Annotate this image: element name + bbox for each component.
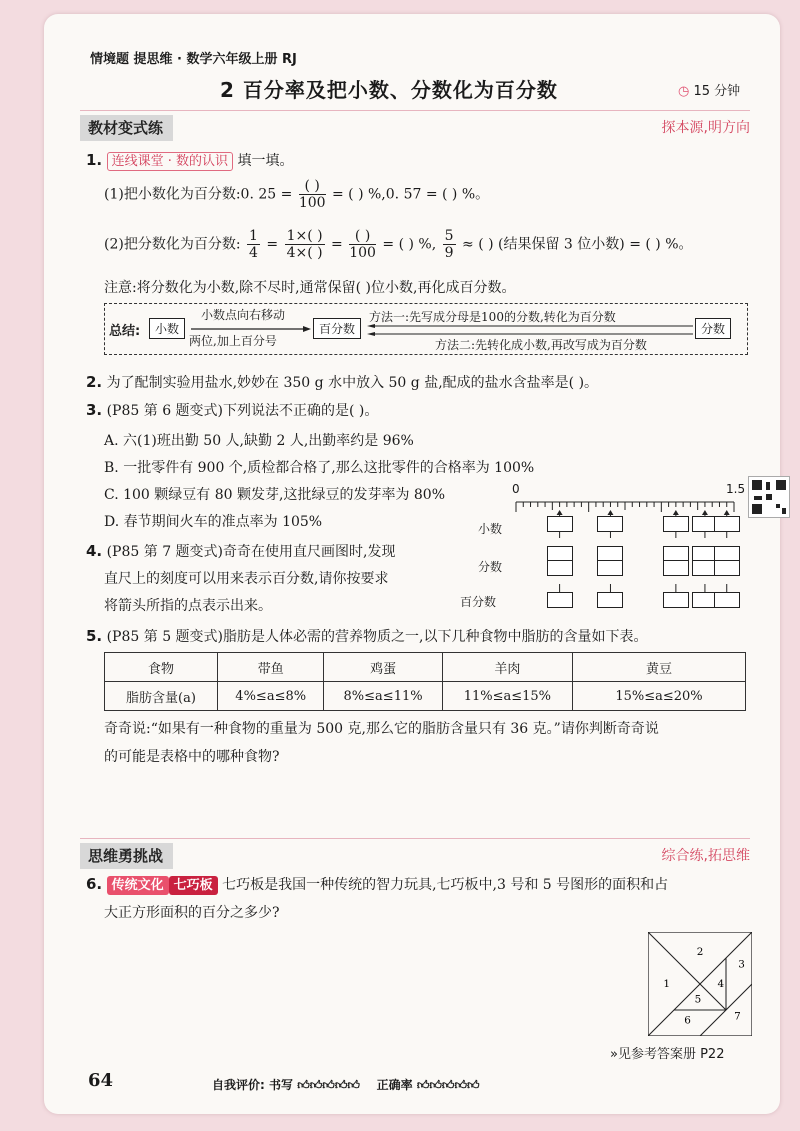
frac-den: 4×( ) — [286, 245, 323, 261]
q6-text-1: 七巧板是我国一种传统的智力玩具,七巧板中,3 号和 5 号图形的面积和占 — [222, 877, 669, 893]
accuracy-label: 正确率 — [376, 1078, 413, 1092]
q3-option-a: A. 六(1)班出勤 50 人,缺勤 2 人,出勤率约是 96% — [104, 433, 414, 449]
tangram-label: 6 — [684, 1014, 691, 1027]
q2-text: 为了配制实验用盐水,妙妙在 350 g 水中放入 50 g 盐,配成的盐水含盐率是( )。 — [106, 375, 599, 391]
decimal-answer-box[interactable] — [547, 516, 573, 532]
frac-den: 9 — [444, 245, 454, 261]
percent-answer-box[interactable] — [663, 592, 689, 608]
writing-label: 书写 — [269, 1078, 294, 1092]
frac-5-9 — [443, 228, 456, 261]
table-row — [105, 682, 746, 711]
tangram-label: 2 — [696, 945, 704, 958]
decimal-answer-box[interactable] — [597, 516, 623, 532]
timer-text: 15 分钟 — [693, 84, 741, 99]
q1-note: 注意:将分数化为小数,除不尽时,通常保留( )位小数,再化成百分数。 — [104, 280, 516, 296]
fraction-answer-box[interactable] — [663, 560, 689, 576]
arrow-bottom-text: 两位,加上百分号 — [189, 334, 277, 348]
tangram-label: 5 — [694, 993, 702, 1006]
arrow-right-icon — [191, 326, 311, 332]
arrow-head-icon — [673, 510, 679, 515]
table-cell: 8%≤a≤11% — [324, 682, 442, 711]
q3-option-b: B. 一批零件有 900 个,质检都合格了,那么这批零件的合格率为 100% — [104, 460, 535, 476]
q6-line-2: 大正方形面积的百分之多少? — [104, 905, 280, 921]
page-number: 64 — [88, 1070, 114, 1091]
clock-icon: ◷ — [678, 84, 690, 99]
row-label-percent: 百分数 — [460, 595, 497, 609]
double-arrow-icon — [367, 324, 693, 336]
q1-tag: 连线课堂 · 数的认识 — [107, 152, 233, 171]
tangram-edge — [648, 932, 700, 984]
table-cell: 11%≤a≤15% — [442, 682, 572, 711]
ruler-end: 1.5 — [726, 482, 746, 496]
q1-part1 — [104, 178, 489, 211]
q3-option-d: D. 春节期间火车的准点率为 105% — [104, 514, 323, 530]
summary-decimal: 小数 — [149, 318, 185, 339]
q5-quote-2: 的可能是表格中的哪种食物? — [104, 749, 280, 765]
q3-option-c: C. 100 颗绿豆有 80 颗发芽,这批绿豆的发芽率为 80% — [104, 487, 446, 503]
table-cell: 4%≤a≤8% — [218, 682, 324, 711]
frac-den: 4 — [249, 245, 258, 261]
q6-line-1 — [86, 874, 668, 894]
summary-percent: 百分数 — [313, 318, 361, 339]
frac-num: 5 — [444, 228, 454, 244]
q1-number: 1. — [86, 151, 103, 169]
frac-den: 100 — [349, 245, 376, 261]
percent-answer-box[interactable] — [597, 592, 623, 608]
time-badge — [678, 80, 740, 99]
self-eval-label: 自我评价: — [212, 1078, 265, 1092]
summary-box — [104, 303, 748, 355]
frac-den: 100 — [298, 195, 326, 211]
q2-number: 2. — [86, 373, 103, 391]
method2-text: 方法二:先转化成小数,再改写成为百分数 — [435, 338, 647, 352]
qr-icon — [749, 477, 789, 517]
summary-fraction: 分数 — [695, 318, 731, 339]
ruler-start: 0 — [512, 482, 520, 496]
q2 — [86, 372, 598, 392]
q4-line-2: 直尺上的刻度可以用来表示百分数,请你按要求 — [104, 571, 389, 587]
row-label-fraction: 分数 — [478, 560, 503, 574]
tangram-label: 1 — [663, 978, 671, 991]
table-cell: 黄豆 — [573, 653, 746, 682]
table-cell: 脂肪含量(a) — [105, 682, 218, 711]
decimal-answer-box[interactable] — [663, 516, 689, 532]
self-eval — [212, 1076, 480, 1093]
fraction-answer-box[interactable] — [597, 560, 623, 576]
section-right-1: 探本源,明方向 — [661, 120, 750, 136]
tangram-label: 4 — [717, 978, 725, 991]
thumbs-up-icon[interactable]: 👍︎👍︎👍︎👍︎👍︎ — [297, 1078, 360, 1092]
arrow-top-text: 小数点向右移动 — [201, 308, 286, 322]
ruler-diagram — [456, 480, 756, 612]
q1-p2-mid: = ( ) %, — [382, 236, 437, 253]
frac-expand — [285, 228, 325, 261]
table-cell: 带鱼 — [218, 653, 324, 682]
arrow-head-icon — [557, 510, 563, 515]
frac-1-4 — [247, 228, 260, 261]
summary-label: 总结: — [109, 324, 141, 339]
thumbs-up-icon[interactable]: 👍︎👍︎👍︎👍︎👍︎ — [416, 1078, 480, 1092]
answer-reference: »见参考答案册 P22 — [610, 1047, 725, 1062]
q3-number: 3. — [86, 401, 103, 419]
q4-number: 4. — [86, 542, 103, 560]
percent-answer-box[interactable] — [714, 592, 740, 608]
q1-part2: (2)把分数化为百分数: $\frac{1}{4}$ = $\frac{1\times( )}{4\times( )}$ = $\frac{( )}{100}$ = ( ) %, $\frac{5}{9}$ ≈ ( ) (结果保留 3 位小数) = ( ) %。 — [104, 228, 693, 261]
table-header-row — [105, 653, 746, 682]
q1-p1-lead: (1)把小数化为百分数:0. 25 = — [104, 186, 293, 203]
frac-num: 1×( ) — [286, 228, 323, 244]
section-label-2: 思维勇挑战 — [80, 843, 173, 869]
q1-p2-lead: (2)把分数化为百分数: — [104, 236, 241, 253]
table-cell: 食物 — [105, 653, 218, 682]
q1-instruction: 填一填。 — [237, 153, 294, 169]
qr-code[interactable] — [748, 476, 790, 518]
q3 — [86, 400, 378, 420]
section-band-2 — [80, 838, 750, 867]
tangram-label: 3 — [738, 958, 745, 971]
method1-text: 方法一:先写成分母是100的分数,转化为百分数 — [369, 310, 616, 324]
table-cell: 羊肉 — [442, 653, 572, 682]
q5-text: (P85 第 5 题变式)脂肪是人体必需的营养物质之一,以下几种食物中脂肪的含量如下表。 — [106, 629, 648, 645]
q1-heading — [86, 150, 293, 170]
q6-tag-culture: 传统文化 — [107, 876, 169, 895]
arrow-head-icon — [724, 510, 730, 515]
q6-tag-tangram: 七巧板 — [169, 876, 218, 895]
q5-quote-1: 奇奇说:“如果有一种食物的重量为 500 克,那么它的脂肪含量只有 36 克。”请你判断奇奇说 — [104, 721, 659, 737]
q1-p1-fraction — [299, 178, 326, 211]
tangram-label: 7 — [734, 1010, 741, 1023]
q5-number: 5. — [86, 627, 103, 645]
q4-text-1: (P85 第 7 题变式)奇奇在使用直尺画图时,发现 — [106, 544, 396, 560]
tangram-figure — [648, 932, 752, 1036]
row-label-decimal: 小数 — [478, 522, 503, 536]
percent-answer-box[interactable] — [547, 592, 573, 608]
q3-text: (P85 第 6 题变式)下列说法不正确的是( )。 — [106, 403, 379, 419]
q1-p2-rest: ≈ ( ) (结果保留 3 位小数) = ( ) %。 — [462, 236, 693, 253]
frac-num: ( ) — [349, 228, 376, 245]
q4-line-1 — [86, 541, 395, 561]
fat-table — [104, 652, 746, 711]
lesson-title: 2 百分率及把小数、分数化为百分数 — [220, 78, 558, 102]
book-header: 情境题 提思维 · 数学六年级上册 RJ — [90, 52, 297, 67]
table-cell: 15%≤a≤20% — [573, 682, 746, 711]
q1-p1-rest: = ( ) %,0. 57 = ( ) %。 — [332, 186, 490, 203]
fraction-answer-box[interactable] — [547, 560, 573, 576]
arrow-head-icon — [607, 510, 613, 515]
section-label-1: 教材变式练 — [80, 115, 173, 141]
decimal-answer-box[interactable] — [714, 516, 740, 532]
table-cell: 鸡蛋 — [324, 653, 442, 682]
q6-number: 6. — [86, 875, 103, 893]
frac-over-100 — [349, 228, 376, 261]
q5 — [86, 626, 647, 646]
section-right-2: 综合练,拓思维 — [661, 848, 750, 864]
arrow-head-icon — [702, 510, 708, 515]
section-band-1 — [80, 110, 750, 139]
q4-line-3: 将箭头所指的点表示出来。 — [104, 598, 272, 614]
fraction-answer-box[interactable] — [714, 560, 740, 576]
frac-num: ( ) — [299, 178, 326, 195]
frac-num: 1 — [249, 228, 258, 244]
